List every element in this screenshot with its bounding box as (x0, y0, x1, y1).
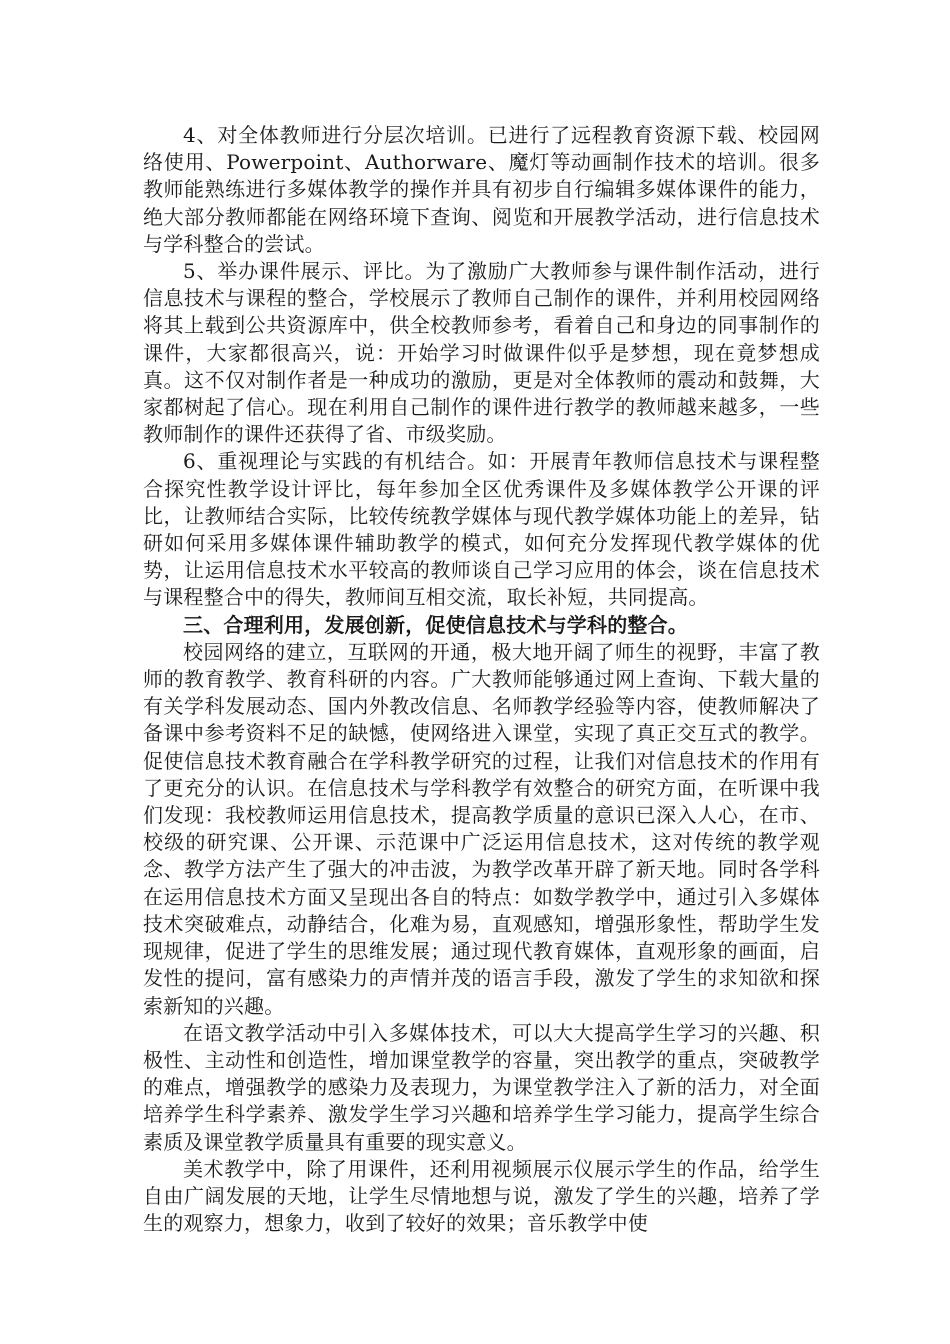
paragraph-campus-network: 校园网络的建立，互联网的开通，极大地开阔了师生的视野，丰富了教师的教育教学、教育科研的内容。广大教师能够通过网上查询、下载大量的有关学科发展动态、国内外教改信息、名师教学经验等内容，使教师解决了备课中参考资料不足的缺憾，使网络进入课堂，实现了真正交互式的教学。促使信息技术教育融合在学科教学研究的过程，让我们对信息技术的作用有了更充分的认识。在信息技术与学科教学有效整合的研究方面，在听课中我们发现：我校教师运用信息技术，提高教学质量的意识已深入人心，在市、校级的研究课、公开课、示范课中广泛运用信息技术，这对传统的教学观念、教学方法产生了强大的冲击波，为教学改革开辟了新天地。同时各学科在运用信息技术方面又呈现出各自的特点：如数学教学中，通过引入多媒体技术突破难点，动静结合，化难为易，直观感知，增强形象性，帮助学生发现规律，促进了学生的思维发展；通过现代教育媒体，直观形象的画面，启发性的提问，富有感染力的声情并茂的语言手段，激发了学生的求知欲和探索新知的兴趣。 (143, 639, 820, 1018)
paragraph-art-teaching: 美术教学中，除了用课件，还利用视频展示仪展示学生的作品，给学生自由广阔发展的天地，让学生尽情地想与说，激发了学生的兴趣，培养了学生的观察力，想象力，收到了较好的效果；音乐教学中使 (143, 1156, 820, 1236)
document-body (143, 122, 820, 1237)
section-heading-integration: 三、合理利用，发展创新，促使信息技术与学科的整合。 (183, 612, 688, 637)
paragraph-courseware-showcase: 5、举办课件展示、评比。为了激励广大教师参与课件制作活动，进行信息技术与课程的整合，学校展示了教师自己制作的课件，并利用校园网络将其上载到公共资源库中，供全校教师参考，看着自己和身边的同事制作的课件，大家都很高兴，说：开始学习时做课件似乎是梦想，现在竟梦想成真。这不仅对制作者是一种成功的激励，更是对全体教师的震动和鼓舞，大家都树起了信心。现在利用自己制作的课件进行教学的教师越来越多，一些教师制作的课件还获得了省、市级奖励。 (143, 259, 820, 447)
paragraph-theory-practice: 6、重视理论与实践的有机结合。如：开展青年教师信息技术与课程整合探究性教学设计评比，每年参加全区优秀课件及多媒体教学公开课的评比，让教师结合实际，比较传统教学媒体与现代教学媒体功能上的差异，钻研如何采用多媒体课件辅助教学的模式，如何充分发挥现代教学媒体的优势，让运用信息技术水平较高的教师谈自己学习应用的体会，谈在信息技术与课程整合中的得失，教师间互相交流，取长补短，共同提高。 (143, 449, 820, 610)
paragraph-chinese-teaching: 在语文教学活动中引入多媒体技术，可以大大提高学生学习的兴趣、积极性、主动性和创造性，增加课堂教学的容量，突出教学的重点，突破教学的难点，增强教学的感染力及表现力，为课堂教学注入了新的活力，对全面培养学生科学素养、激发学生学习兴趣和培养学生学习能力，提高学生综合素质及课堂教学质量具有重要的现实意义。 (143, 1020, 820, 1154)
paragraph-teacher-training: 4、对全体教师进行分层次培训。已进行了远程教育资源下载、校园网络使用、Powerpoint、Authorware、魔灯等动画制作技术的培训。很多教师能熟练进行多媒体教学的操作并具有初步自行编辑多媒体课件的能力，绝大部分教师都能在网络环境下查询、阅览和开展教学活动，进行信息技术与学科整合的尝试。 (143, 123, 820, 256)
